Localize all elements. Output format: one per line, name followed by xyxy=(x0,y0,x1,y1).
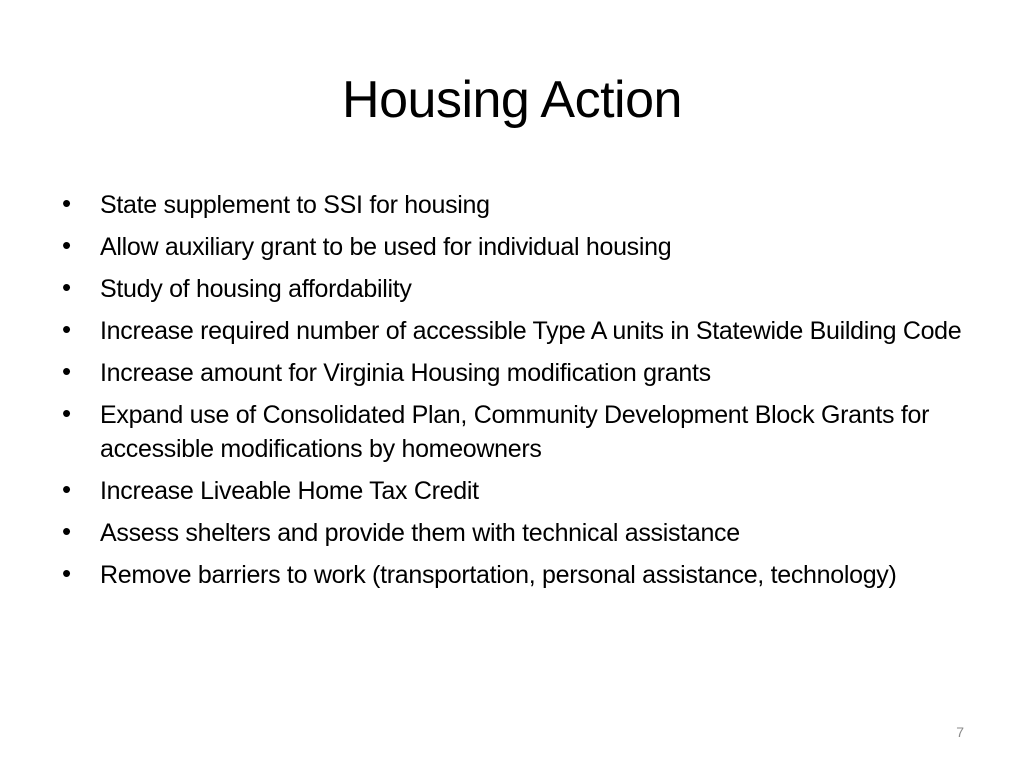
bullet-icon: • xyxy=(62,474,71,504)
bullet-icon: • xyxy=(62,398,71,428)
bullet-item xyxy=(62,272,962,306)
bullet-icon: • xyxy=(62,272,71,302)
bullet-text: Increase Liveable Home Tax Credit xyxy=(100,477,479,505)
bullet-icon: • xyxy=(62,314,71,344)
bullet-text: Increase required number of accessible Type A units in Statewide Building Code xyxy=(100,317,962,345)
bullet-item xyxy=(62,314,962,348)
bullet-item xyxy=(62,474,962,508)
bullet-item xyxy=(62,356,962,390)
bullet-icon: • xyxy=(62,356,71,386)
bullet-text: Expand use of Consolidated Plan, Community Development Block Grants for accessible modifications by homeowners xyxy=(100,401,930,463)
bullet-icon: • xyxy=(62,230,71,260)
bullet-text: Study of housing affordability xyxy=(100,275,412,303)
bullet-item xyxy=(62,188,962,222)
bullet-text: Assess shelters and provide them with technical assistance xyxy=(100,519,740,547)
bullet-item xyxy=(62,558,962,592)
bullet-icon: • xyxy=(62,188,71,218)
bullet-text: State supplement to SSI for housing xyxy=(100,191,490,219)
bullet-item xyxy=(62,398,962,466)
bullet-list xyxy=(62,188,962,600)
bullet-item xyxy=(62,230,962,264)
page-number: 7 xyxy=(956,724,964,740)
bullet-icon: • xyxy=(62,558,71,588)
slide-title: Housing Action xyxy=(342,71,682,129)
bullet-icon: • xyxy=(62,516,71,546)
bullet-text: Remove barriers to work (transportation, personal assistance, technology) xyxy=(100,561,897,589)
bullet-text: Allow auxiliary grant to be used for individual housing xyxy=(100,233,672,261)
bullet-text: Increase amount for Virginia Housing modification grants xyxy=(100,359,711,387)
bullet-item xyxy=(62,516,962,550)
